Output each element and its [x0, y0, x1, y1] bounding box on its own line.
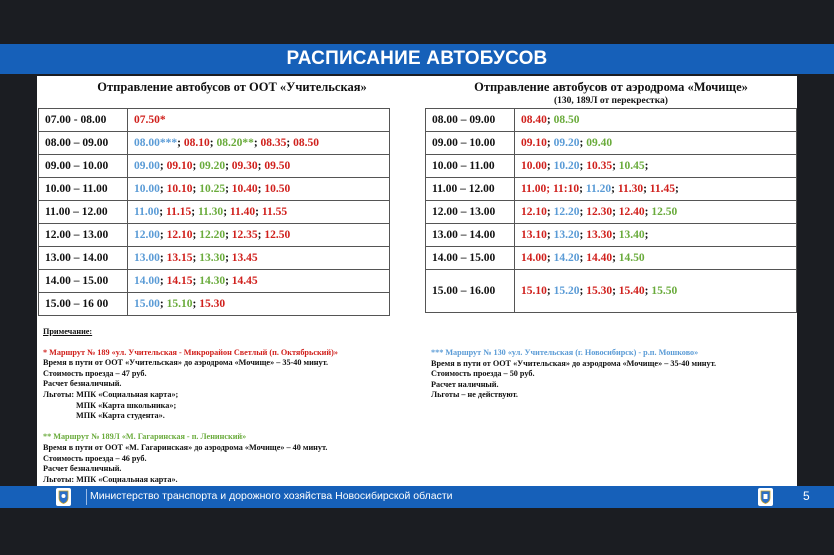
- departures-cell: [515, 224, 797, 247]
- schedule-row: [426, 247, 797, 270]
- departure-time: 13.30: [199, 252, 226, 264]
- ministry-name: Министерство транспорта и дорожного хозяйства Новосибирской области: [90, 490, 453, 502]
- departure-time: 09.00: [134, 160, 160, 172]
- right-schedule-table: [425, 108, 797, 313]
- departure-time: ;: [225, 160, 232, 172]
- departure-time: 09.30: [231, 160, 258, 172]
- departure-time: 12.30: [586, 206, 613, 218]
- note-line: [43, 422, 413, 433]
- region-emblem-icon: [56, 488, 71, 506]
- departure-time: 15.00: [134, 298, 160, 310]
- note-line: Стоимость проезда – 50 руб.: [431, 369, 535, 379]
- note-line: *** Маршрут № 130 «ул. Учительская (г. Новосибирск) - р.п. Мошково»: [431, 348, 699, 357]
- time-range-cell: 14.00 – 15.00: [39, 270, 128, 293]
- time-range-cell: 09.00 – 10.00: [426, 132, 515, 155]
- departure-time: 12.50: [651, 206, 678, 218]
- departure-time: ;: [579, 137, 587, 149]
- departure-time: ;: [546, 285, 554, 297]
- departure-time: ;: [612, 252, 619, 264]
- departures-cell: [515, 132, 797, 155]
- schedule-row: [39, 247, 390, 270]
- departure-time: 09.20: [199, 160, 226, 172]
- time-range-cell: 13.00 – 14.00: [39, 247, 128, 270]
- departure-time: 12.50: [264, 229, 291, 241]
- departure-time: 08.35: [260, 137, 287, 149]
- schedule-row: [426, 109, 797, 132]
- schedule-row: [426, 270, 797, 313]
- departure-time: 10.10: [166, 183, 193, 195]
- departure-time: 11.20: [585, 183, 612, 195]
- note-line: ** Маршрут № 189Л «М. Гагаринская - п. Ленинский»: [43, 432, 247, 442]
- departure-time: 11.30: [197, 206, 224, 218]
- schedule-row: [426, 178, 797, 201]
- departure-time: ;: [612, 160, 619, 172]
- time-range-cell: 12.00 – 13.00: [426, 201, 515, 224]
- schedule-row: [39, 224, 390, 247]
- right-table-heading-block: [425, 80, 797, 106]
- departure-time: ;: [579, 183, 586, 195]
- time-range-cell: 13.00 – 14.00: [426, 224, 515, 247]
- departure-time: 15.40: [618, 285, 645, 297]
- departure-time: ;: [192, 160, 200, 172]
- notes-label: Примечание:: [43, 327, 93, 336]
- departure-time: 14.15: [166, 275, 193, 287]
- departure-time: ;: [644, 206, 652, 218]
- schedule-row: [39, 201, 390, 224]
- departures-cell: [128, 178, 390, 201]
- departure-time: ;: [643, 183, 650, 195]
- departure-time: 08.50: [553, 114, 580, 126]
- left-table-heading: Отправление автобусов от ООТ «Учительская»: [97, 80, 367, 94]
- departures-cell: [515, 270, 797, 313]
- departure-time: 08.20**: [216, 137, 254, 149]
- departure-time: ;: [546, 229, 554, 241]
- departure-time: 13.45: [231, 252, 258, 264]
- departure-time: ;: [286, 137, 294, 149]
- departure-time: 13.00: [134, 252, 160, 264]
- departures-cell: [515, 247, 797, 270]
- departure-time: ;: [612, 285, 619, 297]
- departure-time: ;: [579, 285, 587, 297]
- schedule-row: [39, 293, 390, 316]
- right-table-subheading: (130, 189Л от перекрестка): [554, 96, 668, 106]
- time-range-cell: 08.00 – 09.00: [39, 132, 128, 155]
- schedule-row: [426, 132, 797, 155]
- departure-time: 09.50: [264, 160, 291, 172]
- departures-cell: [128, 109, 390, 132]
- departure-time: 11.15: [165, 206, 192, 218]
- departure-time: ;: [644, 285, 652, 297]
- departure-time: ;: [644, 160, 649, 172]
- departures-cell: [128, 201, 390, 224]
- departure-time: ;: [257, 183, 265, 195]
- time-range-cell: 10.00 – 11.00: [39, 178, 128, 201]
- departure-time: ;: [225, 275, 232, 287]
- departure-time: ;: [675, 183, 679, 195]
- departure-time: 15.10: [521, 285, 547, 297]
- departure-time: ;: [159, 229, 167, 241]
- departures-cell: [128, 132, 390, 155]
- departure-time: 12.10: [166, 229, 193, 241]
- departure-time: 11.45: [649, 183, 676, 195]
- departure-time: ;: [644, 229, 649, 241]
- departure-time: ;: [159, 298, 167, 310]
- departure-time: ;: [192, 298, 200, 310]
- time-range-cell: 15.00 – 16.00: [426, 270, 515, 313]
- departure-time: ;: [192, 229, 200, 241]
- departures-cell: [515, 155, 797, 178]
- departure-time: 13.40: [618, 229, 645, 241]
- departures-cell: [128, 270, 390, 293]
- departure-time: 15.50: [651, 285, 678, 297]
- departure-time: 08.10: [183, 137, 210, 149]
- departure-time: ;: [209, 137, 217, 149]
- departure-time: 09.10: [521, 137, 547, 149]
- note-line: Расчет наличный.: [431, 379, 499, 389]
- time-range-cell: 14.00 – 15.00: [426, 247, 515, 270]
- departure-time: 15.10: [166, 298, 193, 310]
- note-line: МПК «Карта студента».: [76, 411, 165, 421]
- departure-time: ;: [579, 229, 587, 241]
- departure-time: ;: [611, 183, 618, 195]
- departure-time: ;: [579, 206, 587, 218]
- departure-time: 10.25: [199, 183, 226, 195]
- departure-time: ;: [546, 137, 554, 149]
- departure-time: ;: [546, 114, 554, 126]
- time-range-cell: 07.00 - 08.00: [39, 109, 128, 132]
- schedule-row: [426, 201, 797, 224]
- note-line: Льготы: МПК «Социальная карта»;: [43, 389, 179, 399]
- note-line: Время в пути от ООТ «М. Гагаринская» до аэродрома «Мочище» – 40 минут.: [43, 442, 328, 452]
- departure-time: 09.20: [553, 137, 580, 149]
- departure-time: 13.10: [521, 229, 547, 241]
- departure-time: ;: [579, 160, 587, 172]
- note-line: Льготы: МПК «Социальная карта».: [43, 474, 178, 484]
- schedule-row: [426, 155, 797, 178]
- departures-cell: [515, 109, 797, 132]
- departure-time: 12.00: [134, 229, 160, 241]
- departure-time: ;: [192, 183, 200, 195]
- departure-time: 15.20: [553, 285, 580, 297]
- departures-cell: [128, 155, 390, 178]
- departure-time: 14.20: [553, 252, 580, 264]
- schedule-row: [39, 178, 390, 201]
- departure-time: 14.45: [231, 275, 258, 287]
- left-table-heading-block: [38, 80, 426, 95]
- departure-time: 13.30: [586, 229, 613, 241]
- departure-time: ;: [612, 206, 619, 218]
- departure-time: 11.00; 11:10: [521, 183, 580, 195]
- departure-time: ;: [546, 252, 554, 264]
- departure-time: ;: [257, 160, 265, 172]
- time-range-cell: 09.00 – 10.00: [39, 155, 128, 178]
- departure-time: ;: [225, 183, 232, 195]
- time-range-cell: 11.00 – 12.00: [39, 201, 128, 224]
- note-line: МПК «Карта школьника»;: [76, 400, 177, 410]
- departure-time: 10.00: [134, 183, 160, 195]
- page-title-bar: [0, 44, 834, 74]
- departure-time: 14.00: [134, 275, 160, 287]
- departure-time: 10.45: [618, 160, 645, 172]
- departure-time: ;: [253, 137, 261, 149]
- departures-cell: [515, 178, 797, 201]
- time-range-cell: 08.00 – 09.00: [426, 109, 515, 132]
- departure-time: ;: [159, 275, 167, 287]
- departure-time: 11.55: [261, 206, 288, 218]
- departures-cell: [128, 224, 390, 247]
- departure-time: ;: [159, 206, 166, 218]
- departure-time: 14.40: [586, 252, 613, 264]
- ministry-emblem-icon: [758, 488, 773, 506]
- departure-time: ;: [177, 137, 184, 149]
- schedule-row: [426, 224, 797, 247]
- departure-time: 09.10: [166, 160, 193, 172]
- departure-time: 12.40: [618, 206, 645, 218]
- departure-time: 13.20: [553, 229, 580, 241]
- departure-time: 10.40: [231, 183, 258, 195]
- notes-left-column: [43, 348, 413, 486]
- departure-time: 10.35: [586, 160, 613, 172]
- left-schedule-table: [38, 108, 390, 316]
- schedule-row: [39, 155, 390, 178]
- departure-time: 11.00: [134, 206, 160, 218]
- departure-time: ;: [223, 206, 230, 218]
- right-table-heading: Отправление автобусов от аэродрома «Мочище»: [474, 80, 748, 94]
- departure-time: 12.10: [521, 206, 547, 218]
- note-line: Расчет безналичный.: [43, 379, 122, 389]
- departure-time: 08.00***: [134, 137, 178, 149]
- departure-time: 14.30: [199, 275, 226, 287]
- departure-time: ;: [225, 252, 232, 264]
- departure-time: ;: [546, 160, 554, 172]
- departure-time: 11.30: [617, 183, 644, 195]
- note-line: Время в пути от ООТ «Учительская» до аэродрома «Мочище» – 35-40 минут.: [43, 358, 329, 368]
- schedule-row: [39, 270, 390, 293]
- departure-time: 12.20: [199, 229, 226, 241]
- footer-bar: [0, 486, 834, 508]
- departure-time: 13.15: [166, 252, 193, 264]
- footer-divider: [86, 489, 87, 505]
- notes-section: [39, 324, 797, 486]
- departure-time: 08.50: [293, 137, 319, 149]
- departure-time: 12.35: [231, 229, 258, 241]
- departure-time: ;: [546, 206, 554, 218]
- time-range-cell: 11.00 – 12.00: [426, 178, 515, 201]
- departures-cell: [515, 201, 797, 224]
- note-line: Льготы – не действуют.: [431, 390, 518, 400]
- departure-time: ;: [579, 252, 587, 264]
- departure-time: 10.50: [264, 183, 291, 195]
- departures-cell: [128, 293, 390, 316]
- departure-time: ;: [255, 206, 262, 218]
- departure-time: 07.50*: [134, 114, 166, 126]
- departure-time: 09.40: [586, 137, 613, 149]
- note-line: Расчет безналичный.: [43, 464, 122, 474]
- departures-cell: [128, 247, 390, 270]
- departure-time: 15.30: [586, 285, 613, 297]
- note-line: * Маршрут № 189 «ул. Учительская - Микрорайон Светлый (п. Октябрьский)»: [43, 347, 338, 357]
- note-line: Время в пути от ООТ «Учительская» до аэродрома «Мочище» – 35-40 минут.: [431, 358, 717, 368]
- time-range-cell: 12.00 – 13.00: [39, 224, 128, 247]
- page-number: 5: [803, 489, 810, 503]
- departure-time: ;: [159, 183, 167, 195]
- departure-time: ;: [159, 160, 167, 172]
- departure-time: ;: [612, 229, 619, 241]
- departure-time: ;: [225, 229, 232, 241]
- departure-time: 10.00: [521, 160, 547, 172]
- schedule-row: [39, 132, 390, 155]
- time-range-cell: 15.00 – 16 00: [39, 293, 128, 316]
- departure-time: 11.40: [229, 206, 256, 218]
- departure-time: ;: [257, 229, 265, 241]
- time-range-cell: 10.00 – 11.00: [426, 155, 515, 178]
- note-line: Стоимость проезда – 46 руб.: [43, 453, 147, 463]
- departure-time: ;: [191, 206, 198, 218]
- departure-time: 15.30: [199, 298, 226, 310]
- note-line: Стоимость проезда – 47 руб.: [43, 368, 147, 378]
- page-title: РАСПИСАНИЕ АВТОБУСОВ: [286, 48, 548, 69]
- departure-time: ;: [159, 252, 167, 264]
- departure-time: ;: [192, 275, 200, 287]
- departure-time: 08.40: [521, 114, 547, 126]
- departure-time: ;: [192, 252, 200, 264]
- notes-right-column: [431, 348, 791, 401]
- departure-time: 14.00: [521, 252, 547, 264]
- departure-time: 14.50: [618, 252, 645, 264]
- departure-time: 12.20: [553, 206, 580, 218]
- departure-time: 10.20: [553, 160, 580, 172]
- schedule-row: [39, 109, 390, 132]
